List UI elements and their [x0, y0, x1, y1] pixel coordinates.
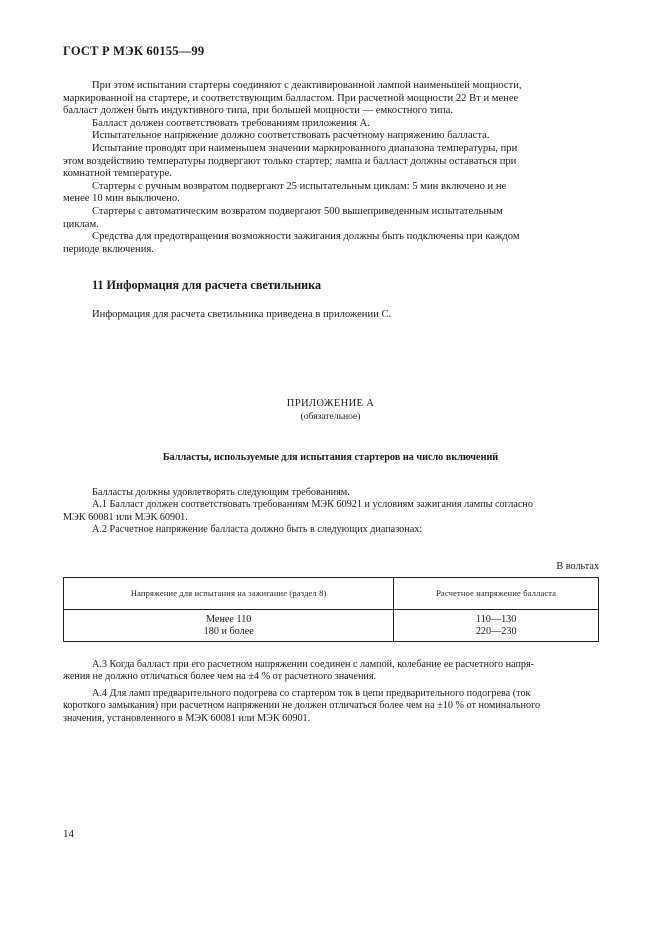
requirements-notes — [63, 659, 600, 725]
requirement-a1 — [63, 499, 600, 524]
requirements-intro: Балласты должны удовлетворять следующим требованиям. — [92, 487, 350, 498]
requirement-a2: А.2 Расчетное напряжение балласта должно быть в следующих диапазонах: — [92, 524, 423, 536]
text-line: этом воздействию температуры подвергают только стартер; лампа и балласт должны оставаться при — [63, 155, 517, 167]
intro-paragraph-2: Балласт должен соответствовать требованиям приложения А. — [92, 117, 370, 129]
cell-value: Менее 110 — [206, 614, 252, 625]
text-line: Стартеры с ручным возвратом подвергают 25 испытательным циклам: 5 мин включено и не — [92, 180, 507, 192]
table-header-cell: Расчетное напряжение балласта — [394, 578, 599, 610]
appendix-heading: Балласты, используемые для испытания стартеров на число включений — [162, 452, 499, 463]
text-line: При этом испытании стартеры соединяют с деактивированной лампой наименьшей мощности, — [92, 80, 522, 91]
cell-value: 220—230 — [475, 625, 517, 637]
page-number: 14 — [63, 828, 74, 840]
text-line: балласт должен быть индуктивного типа, при большей мощности — емкостного типа. — [63, 105, 454, 117]
text-line: А.1 Балласт должен соответствовать требованиям МЭК 60921 и условиям зажигания лампы согласно — [92, 499, 533, 511]
section-11-body: Информация для расчета светильника приведена в приложении С. — [92, 309, 392, 320]
text-line: короткого замыкания) при расчетном напряжении не должен отличаться более чем на ±10 % от номинального — [63, 700, 541, 712]
table-header-row — [64, 578, 599, 610]
text-line: Стартеры с автоматическим возвратом подвергают 500 вышеприведенным испытательным — [92, 205, 503, 217]
text-line: МЭК 60081 или МЭК 60901. — [63, 511, 188, 523]
text-line: периоде включения. — [63, 243, 154, 255]
text-line: маркированной на стартере, и соответствующим балластом. При расчетной мощности 22 Вт и менее — [63, 92, 519, 104]
cell-value: 180 и более — [203, 625, 254, 637]
table-header-cell: Напряжение для испытания на зажигание (раздел 8) — [64, 578, 394, 610]
text-line: менее 10 мин выключено. — [63, 193, 180, 205]
intro-paragraph-1 — [63, 80, 599, 118]
appendix-subtitle: (обязательное) — [300, 411, 361, 422]
intro-paragraph-6 — [63, 205, 599, 231]
requirement-a3 — [63, 659, 600, 684]
text-line: значения, установленного в МЭК 60081 или МЭК 60901. — [63, 712, 311, 724]
text-line: Испытание проводят при наименьшем значении маркированного диапазона температуры, при — [92, 142, 518, 154]
text-line: А.3 Когда балласт при его расчетном напряжении соединен с лампой, колебание ее расчетного напря- — [92, 659, 535, 670]
document-header: ГОСТ Р МЭК 60155—99 — [63, 44, 205, 58]
intro-paragraph-3: Испытательное напряжение должно соответствовать расчетному напряжению балласта. — [92, 130, 490, 142]
section-11-title: 11 Информация для расчета светильника — [92, 278, 322, 292]
table-units-label: В вольтах — [556, 561, 599, 572]
intro-paragraph-5 — [63, 180, 599, 206]
text-line: комнатной температуре. — [63, 168, 172, 180]
text-line: Средства для предотвращения возможности зажигания должны быть подключены при каждом — [92, 231, 520, 243]
text-line: жения не должно отличаться более чем на ±4 % от расчетного значения. — [63, 671, 377, 683]
table-row — [64, 610, 599, 642]
intro-text — [63, 80, 599, 256]
appendix-title: ПРИЛОЖЕНИЕ А — [286, 398, 375, 409]
intro-paragraph-7 — [63, 231, 599, 256]
requirement-a4 — [63, 687, 600, 725]
intro-paragraph-4 — [63, 142, 599, 181]
ballast-table — [63, 577, 599, 642]
text-line: А.4 Для ламп предварительного подогрева со стартером ток в цепи предварительного подогрева (ток — [92, 687, 531, 699]
cell-value: 110—130 — [476, 614, 517, 625]
table-cell — [394, 610, 599, 642]
text-line: циклам. — [63, 218, 99, 230]
requirements-text — [63, 487, 600, 537]
table-cell — [64, 610, 394, 642]
